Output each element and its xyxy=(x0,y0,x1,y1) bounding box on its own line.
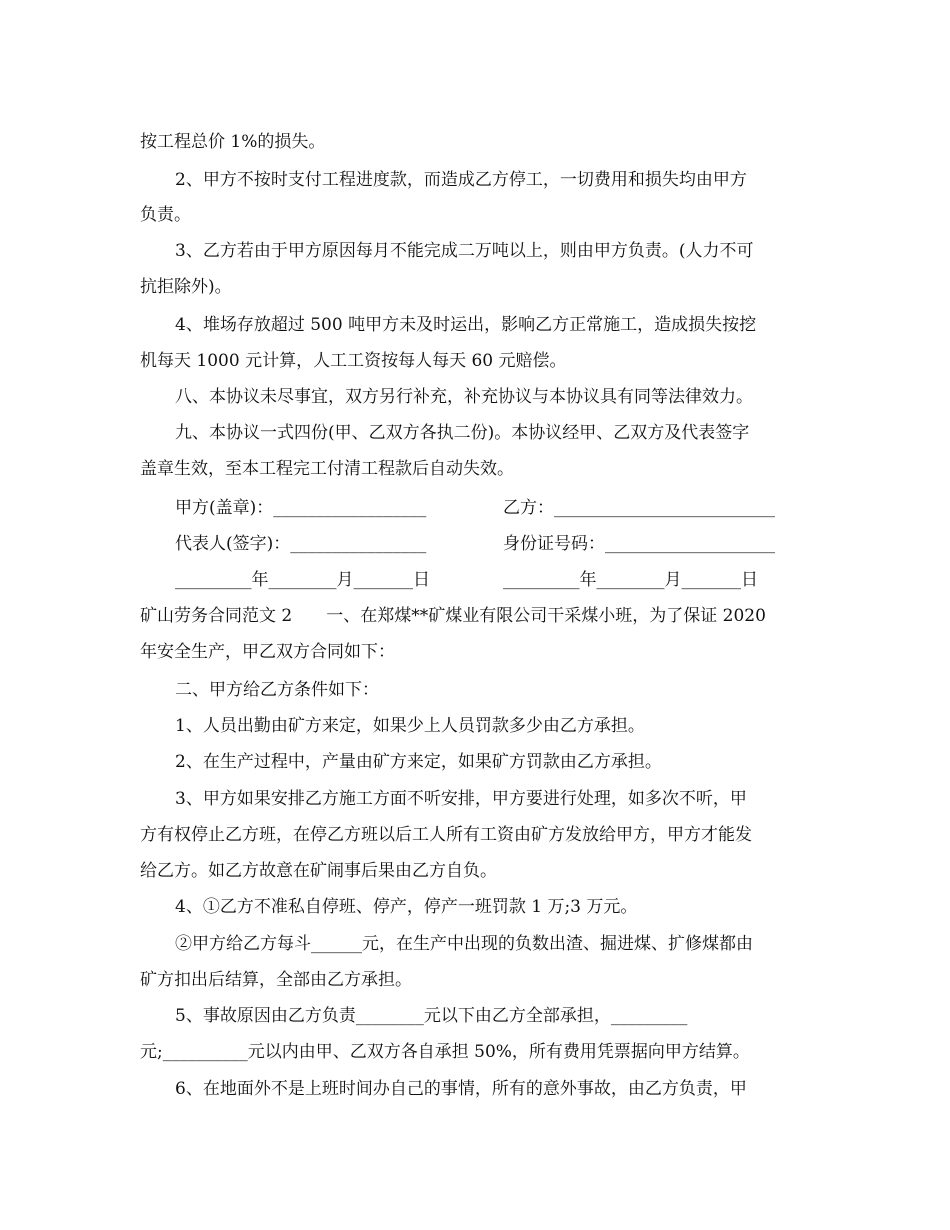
text-line: 4、①乙方不准私自停班、停产，停产一班罚款 1 万;3 万元。 xyxy=(175,897,638,917)
text-line: 矿山劳务合同范文 2 一、在郑煤**矿煤业有限公司干采煤小班，为了保证 2020 xyxy=(140,606,766,626)
text-line: 给乙方。如乙方故意在矿闹事后果由乙方自负。 xyxy=(140,861,497,881)
text-line: 机每天 1000 元计算，人工工资按每人每天 60 元赔偿。 xyxy=(140,351,567,371)
text-line: 6、在地面外不是上班时间办自己的事情，所有的意外事故，由乙方负责，甲 xyxy=(175,1079,747,1099)
date-a: _________年________月_______日 xyxy=(175,570,430,590)
text-line: 二、甲方给乙方条件如下： xyxy=(175,680,379,700)
text-line: 方有权停止乙方班，在停乙方班以后工人所有工资由矿方发放给甲方，甲方才能发 xyxy=(140,825,752,845)
text-line: 2、在生产过程中，产量由矿方来定，如果矿方罚款由乙方承担。 xyxy=(175,752,662,772)
text-line: 3、乙方若由于甲方原因每月不能完成二万吨以上，则由甲方负责。(人力不可 xyxy=(175,241,754,261)
party-a-seal: 甲方(盖章)：__________________ xyxy=(175,498,427,518)
text-line: 5、事故原因由乙方负责________元以下由乙方全部承担，_________ xyxy=(175,1006,688,1026)
text-line: 八、本协议未尽事宜，双方另行补充，补充协议与本协议具有同等法律效力。 xyxy=(175,387,753,407)
text-line: 盖章生效，至本工程完工付清工程款后自动失效。 xyxy=(140,459,514,479)
text-line: 矿方扣出后结算，全部由乙方承担。 xyxy=(140,970,412,990)
party-b: 乙方：__________________________ xyxy=(503,498,775,518)
representative-signature: 代表人(签字)：________________ xyxy=(175,534,427,554)
text-line: 4、堆场存放超过 500 吨甲方未及时运出，影响乙方正常施工，造成损失按挖 xyxy=(175,315,757,335)
text-line: 九、本协议一式四份(甲、乙双方各执二份)。本协议经甲、乙双方及代表签字 xyxy=(175,423,750,443)
text-line: 负责。 xyxy=(140,205,191,225)
text-line: 年安全生产，甲乙双方合同如下： xyxy=(140,642,395,662)
id-number: 身份证号码：____________________ xyxy=(503,534,775,554)
text-line: 抗拒除外)。 xyxy=(140,277,232,297)
date-b: _________年________月_______日 xyxy=(503,570,758,590)
text-line: 按工程总价 1%的损失。 xyxy=(140,132,326,152)
text-line: 3、甲方如果安排乙方施工方面不听安排，甲方要进行处理，如多次不听，甲 xyxy=(175,789,747,809)
text-line: 2、甲方不按时支付工程进度款，而造成乙方停工，一切费用和损失均由甲方 xyxy=(175,170,747,190)
text-line: 元;__________元以内由甲、乙双方各自承担 50%，所有费用凭票据向甲方结算。 xyxy=(140,1042,750,1062)
text-line: 1、人员出勤由矿方来定，如果少上人员罚款多少由乙方承担。 xyxy=(175,716,645,736)
text-line: ②甲方给乙方每斗______元，在生产中出现的负数出渣、掘进煤、扩修煤都由 xyxy=(175,934,753,954)
